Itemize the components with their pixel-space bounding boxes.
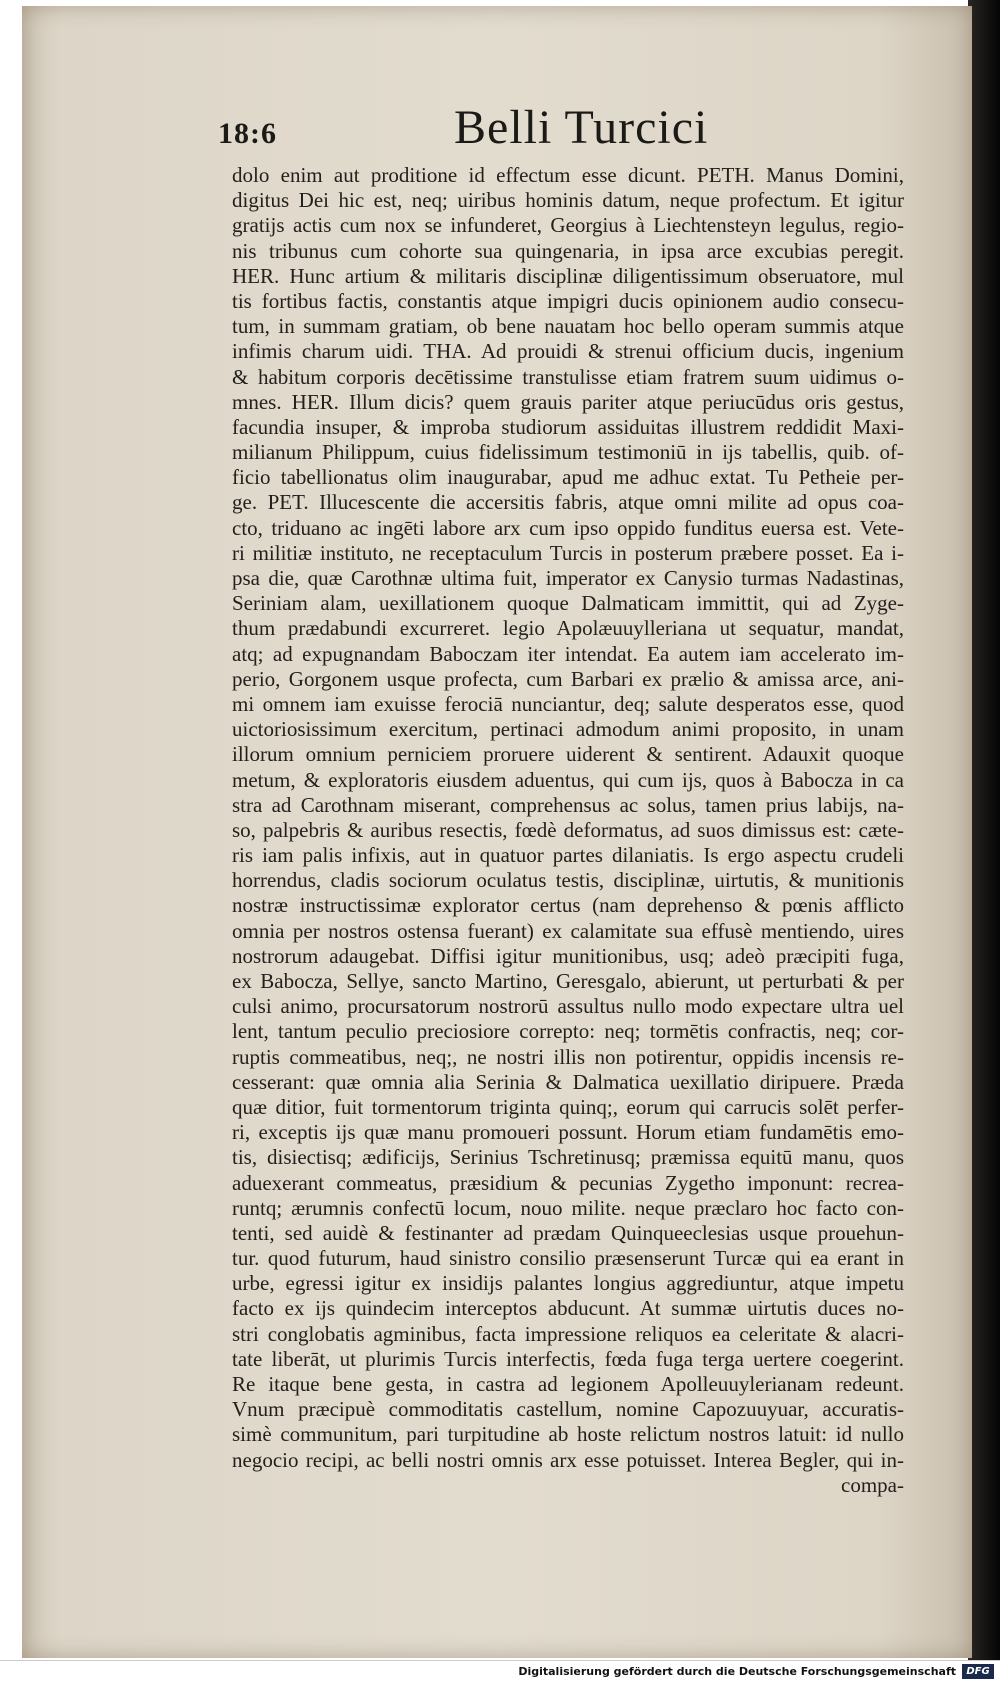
text-line: omnia per nostros ostensa fuerant) ex calamitate sua effusè mentiendo, uires xyxy=(232,918,904,943)
text-line: cto, triduano ac ingēti labore arx cum ipso oppido funditus euersa est. Vete- xyxy=(232,515,904,540)
text-line: facundia insuper, & improba studiorum assiduitas illustrem reddidit Maxi- xyxy=(232,414,904,439)
text-line: tur. quod futurum, haud sinistro consilio præsenserunt Turcæ qui ea erant in xyxy=(232,1246,904,1271)
footer-bar xyxy=(0,1660,1000,1684)
text-line: so, palpebris & auribus resectis, fœdè deformatus, ad suos dimissus est: cæte- xyxy=(232,817,904,842)
text-line: atq; ad expugnandam Baboczam iter intendat. Ea autem iam accelerato im- xyxy=(232,641,904,666)
text-line: & habitum corporis decētissime transtulisse etiam fratrem suum uidimus o- xyxy=(232,364,904,389)
text-line: quæ ditior, fuit tormentorum triginta quinq;, eorum qui carrucis solēt perfer- xyxy=(232,1094,904,1119)
text-line: simè communitum, pari turpitudine ab hoste relictum nostros latuit: id nullo xyxy=(232,1422,904,1447)
text-line: ris iam palis infixis, aut in quatuor partes dilaniatis. Is ergo aspectu crudeli xyxy=(232,843,904,868)
text-line: infimis charum uidi. THA. Ad prouidi & strenui officium ducis, ingenium xyxy=(232,339,904,364)
text-line: urbe, egressi igitur ex insidijs palantes longius aggrediuntur, atque impetu xyxy=(232,1271,904,1296)
text-line: ex Babocza, Sellye, sancto Martino, Geresgalo, abierunt, ut perturbati & per xyxy=(232,969,904,993)
text-line: ri militiæ instituto, ne receptaculum Turcis in posterum præbere posset. Ea i- xyxy=(232,540,904,565)
scan-edge-shadow xyxy=(968,0,1000,1660)
page-number: 18:6 xyxy=(218,117,277,150)
text-line: illorum omnium perniciem proruere uiderent & sentirent. Adauxit quoque xyxy=(232,742,904,767)
text-line: Re itaque bene gesta, in castra ad legionem Apolleuuylerianam redeunt. xyxy=(232,1372,904,1396)
text-line: metum, & exploratoris eiusdem aduentus, qui cum ijs, quos à Babocza in ca xyxy=(232,767,904,792)
text-line: stri conglobatis agminibus, facta impressione reliquos ea celeritate & alacri- xyxy=(232,1321,904,1346)
text-line: ge. PET. Illucescente die accersitis fabris, atque omni milite ad opus coa- xyxy=(232,490,904,515)
text-line: tate liberāt, ut plurimis Turcis interfectis, fœda fuga terga uertere coegerint. xyxy=(232,1346,904,1371)
footer-credit: Digitalisierung gefördert durch die Deutsche Forschungsgemeinschaft xyxy=(518,1665,956,1678)
text-line: gratijs actis cum nox se infunderet, Georgius à Liechtensteyn legulus, regio- xyxy=(232,213,904,238)
text-line: tis fortibus factis, constantis atque impigri ducis opinionem audio consecu- xyxy=(232,288,904,313)
text-line: aduexerant commeatus, præsidium & pecunias Zygetho imponunt: recrea- xyxy=(232,1170,904,1195)
body-text xyxy=(232,163,904,1498)
text-line: mnes. HER. Illum dicis? quem grauis pariter atque periucūdus oris gestus, xyxy=(232,389,904,414)
text-line: ficio tabellionatus olim inaugurabar, apud me adhuc extat. Tu Petheie per- xyxy=(232,465,904,490)
text-line: stra ad Carothnam miserant, comprehensus ac solus, tamen prius labijs, na- xyxy=(232,792,904,817)
dfg-logo: DFG xyxy=(962,1664,994,1679)
text-line: thum prædabundi excurreret. legio Apolæuuylleriana ut sequatur, mandat, xyxy=(232,616,904,641)
text-line: Seriniam alam, uexillationem quoque Dalmaticam immittit, qui ad Zyge- xyxy=(232,591,904,616)
text-line: psa die, quæ Carothnæ ultima fuit, imperator ex Canysio turmas Nadastinas, xyxy=(232,566,904,590)
running-title: Belli Turcici xyxy=(454,101,709,154)
text-line: nostrorum adaugebat. Diffisi igitur munitionibus, usq; adeò præcipiti fuga, xyxy=(232,943,904,968)
text-line: horrendus, cladis sociorum oculatus testis, disciplinæ, uirtutis, & munitionis xyxy=(232,868,904,893)
text-line: tis, disiectisq; ædificijs, Serinius Tschretinusq; præmissa equitū manu, quos xyxy=(232,1145,904,1170)
text-line: tum, in summam gratiam, ob bene nauatam hoc bello operam summis atque xyxy=(232,314,904,339)
text-line: milianum Philippum, cuius fidelissimum testimoniū in ijs tabellis, quib. of- xyxy=(232,440,904,465)
text-line: dolo enim aut proditione id effectum esse dicunt. PETH. Manus Domini, xyxy=(232,163,904,187)
text-line: negocio recipi, ac belli nostri omnis arx esse potuisset. Interea Begler, qui in- xyxy=(232,1447,904,1472)
page-header xyxy=(218,100,738,170)
text-line: HER. Hunc artium & militaris disciplinæ diligentissimum obseruatore, mul xyxy=(232,263,904,288)
text-line: digitus Dei hic est, neq; uiribus hominis datum, neque profectum. Et igitur xyxy=(232,188,904,213)
text-line: ruptis commeatibus, neq;, ne nostri illis non potirentur, oppidis incensis re- xyxy=(232,1044,904,1069)
text-line: cesserant: quæ omnia alia Serinia & Dalmatica uexillatio diripuere. Præda xyxy=(232,1069,904,1094)
text-line: runtq; ærumnis confectū locum, nouo milite. neque præclaro hoc facto con- xyxy=(232,1195,904,1220)
text-line: nostræ instructissimæ explorator certus (nam deprehenso & pœnis afflicto xyxy=(232,893,904,918)
text-line: compa- xyxy=(841,1472,904,1497)
text-line: culsi animo, procursatorum nostrorū assultus nullo modo expectare ultra uel xyxy=(232,994,904,1019)
text-line: mi omnem iam exuisse ferociā nunciantur, deq; salute desperatos esse, quod xyxy=(232,691,904,716)
text-line: tenti, sed auidè & festinanter ad prædam Quinqueeclesias usque prouehun- xyxy=(232,1220,904,1245)
text-line: lent, tantum peculio preciosiore correpto: neq; tormētis confractis, neq; cor- xyxy=(232,1019,904,1044)
text-line: nis tribunus cum cohorte sua quingenaria, in ipsa arce excubias peregit. xyxy=(232,238,904,263)
text-line: facto ex ijs quindecim interceptos abducunt. At summæ uirtutis duces no- xyxy=(232,1296,904,1321)
text-line: perio, Gorgonem usque profecta, cum Barbari ex prælio & amissa arce, ani- xyxy=(232,666,904,691)
text-line: ri, exceptis ijs quæ manu promoueri possunt. Horum etiam fundamētis emo- xyxy=(232,1120,904,1145)
text-line: Vnum præcipuè commoditatis castellum, nomine Capozuuyuar, accuratis- xyxy=(232,1397,904,1422)
text-line: uictoriosissimum exercitum, pertinaci admodum animi proposito, in unam xyxy=(232,717,904,742)
